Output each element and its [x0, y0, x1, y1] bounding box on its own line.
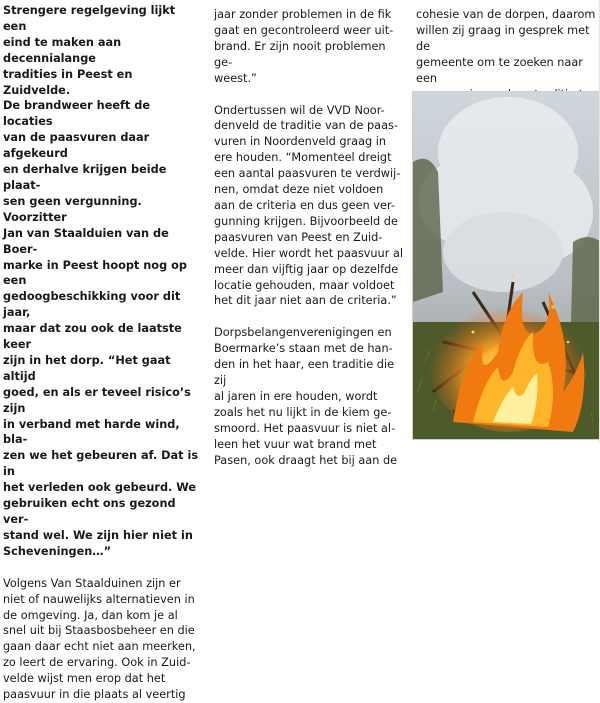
- text-line: Pasen, ook draagt het bij aan de: [214, 453, 398, 467]
- text-line: gaan daar echt niet aan meerken,: [3, 640, 196, 654]
- text-line: en derhalve krijgen beide plaat-: [3, 163, 167, 192]
- text-line: paasvuur in die plaats al veertig: [3, 688, 186, 702]
- text-line: zen we het gebeuren af. Dat is in: [3, 449, 199, 479]
- text-line: zo leert de ervaring. Ook in Zuid-: [3, 656, 191, 670]
- fire-illustration: [413, 92, 600, 439]
- text-line: den in het haar, een traditie die zij: [214, 358, 395, 388]
- text-line: Ondertussen wil de VVD Noor-: [214, 103, 385, 117]
- text-line: een aantal paasvuren te verdwij-: [214, 167, 401, 181]
- text-line: Jan van Staalduien van de Boer-: [3, 226, 169, 256]
- text-line: locatie gehouden, maar voldoet: [214, 278, 395, 292]
- text-line: eind te maken aan decennialange: [3, 35, 122, 65]
- body-paragraph: [3, 576, 200, 703]
- easter-fire-photo: [412, 91, 600, 440]
- vvd-paragraph: [214, 103, 406, 310]
- text-line: sen geen vergunning. Voorzitter: [3, 194, 142, 224]
- text-line: leen het vuur wat brand met: [214, 437, 377, 451]
- text-line: al jaren in ere houden, wordt: [214, 389, 378, 403]
- intro-paragraph: [3, 3, 200, 560]
- column-2: [214, 7, 406, 468]
- dorpsbelangen-paragraph: [214, 325, 406, 468]
- text-line: gaat en gecontroleerd weer uit-: [214, 23, 394, 37]
- text-line: cohesie van de dorpen, daarom: [416, 8, 596, 21]
- text-line: tradities in Peest en Zuidvelde.: [3, 67, 133, 97]
- text-line: gunning krijgen. Bijvoorbeeld de: [214, 214, 398, 228]
- text-line: Volgens Van Staalduinen zijn er: [3, 576, 181, 590]
- text-line: weest.”: [214, 71, 257, 85]
- text-line: in verband met harde wind, bla-: [3, 417, 180, 447]
- text-line: goed, en als er teveel risico’s zijn: [3, 385, 191, 415]
- text-line: jaar zonder problemen in de fik: [214, 8, 392, 21]
- text-line: brand. Er zijn nooit problemen ge-: [214, 39, 386, 69]
- body-paragraph: [214, 7, 406, 87]
- text-line: nen, omdat deze niet voldoen: [214, 183, 384, 197]
- text-line: smoord. Het paasvuur is niet al-: [214, 421, 396, 435]
- text-line: willen zij graag in gesprek met de: [416, 23, 590, 53]
- text-line: zijn in het dorp. “Het gaat altijd: [3, 353, 171, 383]
- text-line: meer dan vijftig jaar op dezelfde: [214, 262, 399, 276]
- text-line: Dorpsbelangenverenigingen en: [214, 326, 392, 340]
- text-line: maar dat zou ook de laatste keer: [3, 322, 182, 352]
- text-line: Boermarke’s staan met de han-: [214, 342, 393, 356]
- text-line: vuren in Noordenveld graag in: [214, 135, 387, 149]
- text-line: gebruiken echt ons gezond ver-: [3, 497, 176, 526]
- text-line: velde. Hier wordt het paasvuur al: [214, 246, 404, 260]
- column-1: [3, 3, 200, 703]
- text-line: zoals het nu lijkt in de kiem ge-: [214, 405, 392, 419]
- text-line: Scheveningen…”: [3, 544, 112, 558]
- text-line: velde wijst men erop dat het: [3, 672, 166, 686]
- text-line: ere houden. “Momenteel dreigt: [214, 151, 392, 165]
- text-line: Strengere regelgeving lijkt een: [3, 4, 176, 33]
- text-line: denveld de traditie van de paas-: [214, 119, 398, 133]
- text-line: gedoogbeschikking voor dit jaar,: [3, 290, 181, 320]
- text-line: gemeente om te zoeken naar een: [416, 55, 583, 85]
- text-line: de omgeving. Ja, dan kom je al: [3, 608, 178, 622]
- text-line: stand wel. We zijn hier niet in: [3, 528, 193, 542]
- text-line: De brandweer heeft de locaties: [3, 99, 151, 129]
- text-line: aan de criteria en dus geen ver-: [214, 198, 395, 212]
- text-line: van de paasvuren daar afgekeurd: [3, 131, 150, 161]
- text-line: paasvuren van Peest en Zuid-: [214, 230, 383, 244]
- text-line: niet of nauwelijks alternatieven in: [3, 592, 195, 606]
- text-line: het verleden ook gebeurd. We: [3, 481, 197, 495]
- text-line: marke in Peest hoopt nog op een: [3, 258, 187, 288]
- text-line: het dit jaar niet aan de criteria.”: [214, 294, 397, 308]
- text-line: snel uit bij Staasbosbeheer en die: [3, 624, 195, 638]
